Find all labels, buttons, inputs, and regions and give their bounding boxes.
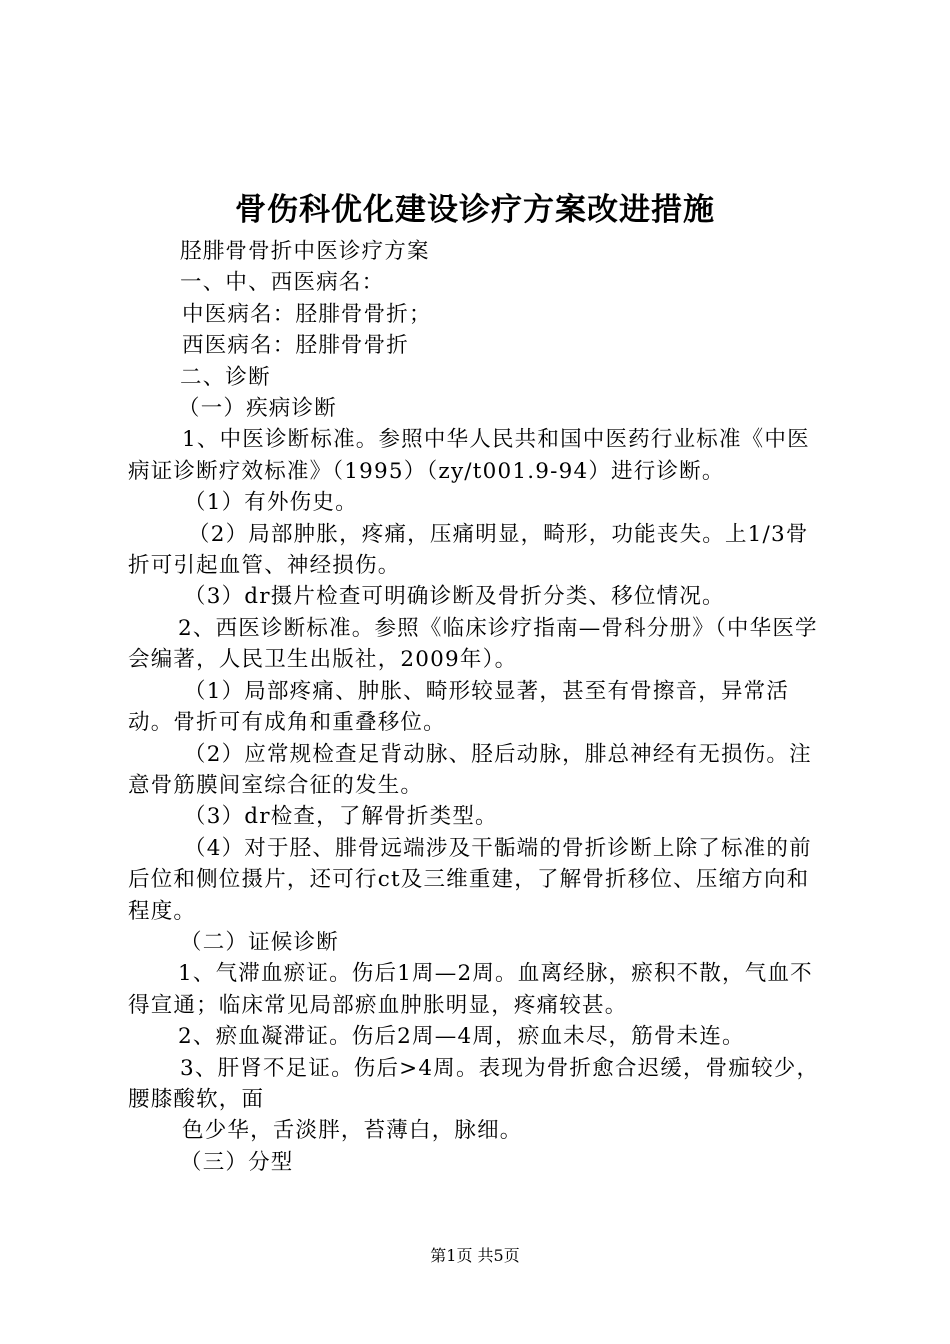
document-body xyxy=(128,236,828,1178)
paragraph: 色少华，舌淡胖，苔薄白，脉细。 xyxy=(182,1118,523,1144)
paragraph: 1、中医诊断标准。参照中华人民共和国中医药行业标准《中医病证诊断疗效标准》（1995）（zy/t001.9-94）进行诊断。 xyxy=(128,427,810,484)
paragraph: （2）应常规检查足背动脉、胫后动脉，腓总神经有无损伤。注意骨筋膜间室综合征的发生。 xyxy=(128,741,812,798)
paragraph: 一、中、西医病名： xyxy=(180,270,385,296)
paragraph: 3、肝肾不足证。伤后>4周。表现为骨折愈合迟缓，骨痂较少，腰膝酸软，面 xyxy=(128,1055,820,1112)
paragraph: （一）疾病诊断 xyxy=(178,396,337,422)
document-title: 骨伤科优化建设诊疗方案改进措施 xyxy=(235,192,715,228)
paragraph: （2）局部肿胀，疼痛，压痛明显，畸形，功能丧失。上1/3骨折可引起血管、神经损伤。 xyxy=(128,521,809,579)
paragraph: 1、气滞血瘀证。伤后1周—2周。血离经脉，瘀积不散，气血不得宣通；临床常见局部瘀血肿胀明显，疼痛较甚。 xyxy=(128,961,813,1018)
paragraph: 胫腓骨骨折中医诊疗方案 xyxy=(180,239,430,264)
paragraph: 2、瘀血凝滞证。伤后2周—4周，瘀血未尽，筋骨未连。 xyxy=(178,1024,745,1050)
paragraph: 中医病名：胫腓骨骨折； xyxy=(182,301,432,327)
paragraph: （三）分型 xyxy=(180,1149,294,1175)
paragraph: （3）dr检查，了解骨折类型。 xyxy=(184,804,498,830)
paragraph: 2、西医诊断标准。参照《临床诊疗指南—骨科分册》（中华医学会编著，人民卫生出版社，2009年）。 xyxy=(128,615,818,673)
paragraph: 二、诊断 xyxy=(180,364,271,390)
paragraph: （3）dr摄片检查可明确诊断及骨折分类、移位情况。 xyxy=(184,584,725,610)
page-number-footer: 第1页 共5页 xyxy=(430,1246,520,1265)
paragraph: （二）证候诊断 xyxy=(180,929,339,955)
paragraph: （1）有外伤史。 xyxy=(184,490,358,516)
paragraph: 西医病名：胫腓骨骨折 xyxy=(182,333,410,359)
paragraph: （4）对于胫、腓骨远端涉及干骺端的骨折诊断上除了标准的前后位和侧位摄片，还可行ct及三维重建，了解骨折移位、压缩方向和程度。 xyxy=(128,835,812,924)
paragraph: （1）局部疼痛、肿胀、畸形较显著，甚至有骨擦音，异常活动。骨折可有成角和重叠移位。 xyxy=(128,678,790,736)
